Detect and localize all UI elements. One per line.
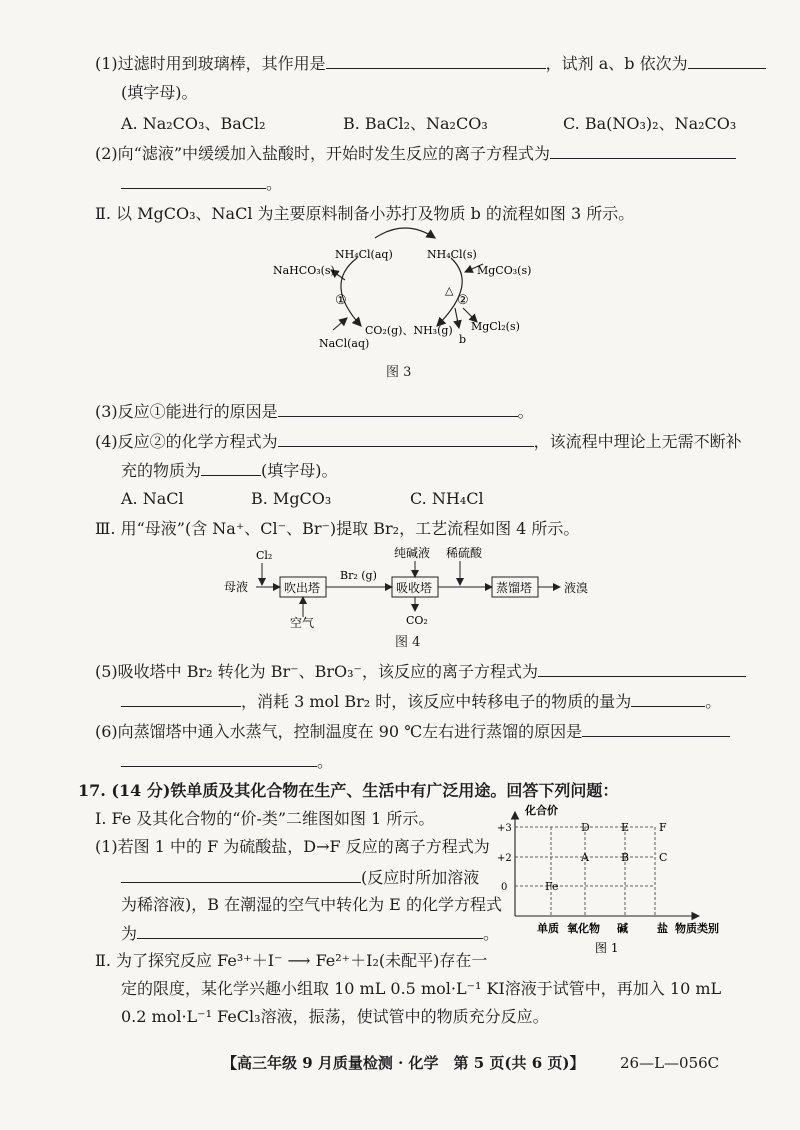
- fig1-ylabel: 化合价: [525, 804, 558, 817]
- q5-blank-equation-b[interactable]: [121, 690, 241, 707]
- q6-blank-b[interactable]: [121, 750, 317, 767]
- label-nahco3: NaHCO₃(s): [273, 264, 335, 277]
- q4-blank-letter[interactable]: [201, 459, 261, 476]
- q17-sub2-line1: Ⅱ. 为了探究反应 Fe³⁺＋I⁻ ⟶ Fe²⁺＋I₂(未配平)存在一: [95, 951, 488, 970]
- q4-option-c: C. NH₄Cl: [410, 489, 484, 508]
- q17-q1-line1: (1)若图 1 中的 F 为硫酸盐，D→F 反应的离子方程式为: [95, 837, 490, 856]
- fig1-caption: 图 1: [595, 941, 619, 955]
- q2-line2: 。: [121, 172, 282, 195]
- fig1-point-e: E: [621, 821, 630, 834]
- q17-q1-line3: 为稀溶液)，B 在潮湿的空气中转化为 E 的化学方程式: [121, 895, 502, 914]
- q6-blank-a[interactable]: [582, 720, 730, 737]
- label-nh4cl-aq: NH₄Cl(aq): [335, 248, 393, 261]
- q17-q1-line4: 为 。: [121, 924, 500, 943]
- label-xiliu: 稀硫酸: [446, 546, 483, 560]
- section2-heading: Ⅱ. 以 MgCO₃、NaCl 为主要原料制备小苏打及物质 b 的流程如图 3 所示。: [95, 204, 635, 223]
- fig1-ytick-plus2: +2: [497, 853, 512, 864]
- figure4-caption: 图 4: [395, 635, 421, 650]
- fig1-xcat-salt: 盐: [657, 922, 668, 935]
- q4-blank-equation[interactable]: [278, 430, 534, 447]
- q3-blank[interactable]: [278, 400, 518, 417]
- q17-q1-blank-ion[interactable]: [121, 866, 361, 883]
- label-circle-2: ②: [457, 293, 469, 308]
- label-delta: △: [445, 284, 454, 297]
- box-chuchu: 吹出塔: [284, 581, 321, 595]
- figure4-diagram: [220, 545, 620, 630]
- label-mgcl2: MgCl₂(s): [471, 320, 520, 333]
- label-co2: CO₂: [406, 614, 428, 627]
- q5-blank-equation-a[interactable]: [538, 660, 746, 677]
- fig1-xlabel: 物质类别: [675, 922, 719, 935]
- arc-top: [375, 228, 435, 238]
- q2-blank-b[interactable]: [121, 172, 266, 189]
- q4-line2: 充的物质为 (填字母)。: [121, 461, 338, 480]
- label-co2-nh3: CO₂(g)、NH₃(g): [365, 324, 453, 337]
- fig1-ytick-plus3: +3: [497, 823, 512, 834]
- box-xishou: 吸收塔: [396, 581, 433, 595]
- label-b: b: [459, 333, 467, 346]
- q5-line2: ，消耗 3 mol Br₂ 时，该反应中转移电子的物质的量为 。: [121, 690, 721, 713]
- q6-line2: 。: [121, 750, 333, 773]
- fig1-point-f: F: [659, 821, 667, 834]
- footer-title: 【高三年级 9 月质量检测 · 化学 第 5 页(共 6 页)】: [222, 1054, 585, 1072]
- q17-sub1: Ⅰ. Fe 及其化合物的“价-类”二维图如图 1 所示。: [95, 809, 435, 828]
- label-mgco3: MgCO₃(s): [477, 264, 532, 277]
- q3-line: (3)反应①能进行的原因是 。: [95, 402, 534, 421]
- q1-fill-letter: (填字母)。: [121, 83, 198, 102]
- footer-code: 26—L—056C: [620, 1054, 720, 1072]
- q4-option-a: A. NaCl: [121, 489, 184, 508]
- fig1-point-a: A: [581, 851, 589, 864]
- fig1-xcat-element: 单质: [537, 922, 559, 935]
- arrow-to-b: [455, 308, 459, 328]
- fig1-point-b: B: [621, 851, 630, 864]
- q2-line: (2)向“滤液”中缓缓加入盐酸时，开始时发生反应的离子方程式为: [95, 142, 736, 165]
- q1-option-c: C. Ba(NO₃)₂、Na₂CO₃: [563, 114, 737, 133]
- q5-blank-electrons[interactable]: [631, 690, 705, 707]
- label-muye: 母液: [224, 580, 249, 594]
- q1-option-b: B. BaCl₂、Na₂CO₃: [343, 114, 488, 133]
- figure3-caption: 图 3: [386, 365, 412, 380]
- fig1-point-fe: Fe: [545, 880, 559, 893]
- figure3-diagram: [265, 222, 565, 352]
- fig1-point-c: C: [659, 851, 668, 864]
- label-cl2: Cl₂: [256, 549, 273, 562]
- box-zhengliu: 蒸馏塔: [496, 581, 533, 595]
- q4-line: (4)反应②的化学方程式为 ，该流程中理论上无需不断补: [95, 432, 742, 451]
- section3-heading: Ⅲ. 用“母液”(含 Na⁺、Cl⁻、Br⁻)提取 Br₂，工艺流程如图 4 所示。: [95, 519, 580, 538]
- fig1-ytick-0: 0: [501, 882, 508, 893]
- arrow-from-nacl: [333, 318, 347, 330]
- q1-blank-1[interactable]: [326, 52, 546, 69]
- q1-blank-2[interactable]: [688, 52, 766, 69]
- fig1-point-d: D: [581, 821, 590, 834]
- label-circle-1: ①: [335, 293, 347, 308]
- q1-line: (1)过滤时用到玻璃棒，其作用是 ，试剂 a、b 依次为: [95, 52, 766, 75]
- fig1-xcat-oxide: 氧化物: [567, 922, 600, 935]
- q17-sub2-line2: 定的限度，某化学兴趣小组取 10 mL 0.5 mol·L⁻¹ KI溶液于试管中，再加入 10 mL: [121, 979, 722, 998]
- arc-left: [341, 258, 361, 326]
- label-nacl: NaCl(aq): [319, 337, 370, 350]
- label-nh4cl-s: NH₄Cl(s): [427, 248, 477, 261]
- figure1-chart: [495, 800, 735, 960]
- q1-option-a: A. Na₂CO₃、BaCl₂: [121, 114, 266, 133]
- q17-q1-line2: (反应时所加溶液: [121, 866, 479, 889]
- label-chunjian: 纯碱液: [394, 546, 431, 560]
- q4-option-b: B. MgCO₃: [251, 489, 332, 508]
- q17-q1-blank-equation[interactable]: [137, 922, 483, 939]
- fig1-xcat-base: 碱: [617, 922, 628, 935]
- q6-line: (6)向蒸馏塔中通入水蒸气，控制温度在 90 ℃左右进行蒸馏的原因是: [95, 720, 730, 743]
- label-yexiu: 液溴: [564, 581, 589, 595]
- q17-sub2-line3: 0.2 mol·L⁻¹ FeCl₃溶液，振荡，使试管中的物质充分反应。: [121, 1007, 549, 1026]
- label-air: 空气: [290, 616, 315, 630]
- q2-blank-a[interactable]: [550, 142, 736, 159]
- q17-heading: 17. (14 分)铁单质及其化合物在生产、生活中有广泛用途。回答下列问题：: [78, 781, 619, 800]
- label-br2g: Br₂ (g): [340, 569, 377, 582]
- q5-line: (5)吸收塔中 Br₂ 转化为 Br⁻、BrO₃⁻，该反应的离子方程式为: [95, 660, 746, 683]
